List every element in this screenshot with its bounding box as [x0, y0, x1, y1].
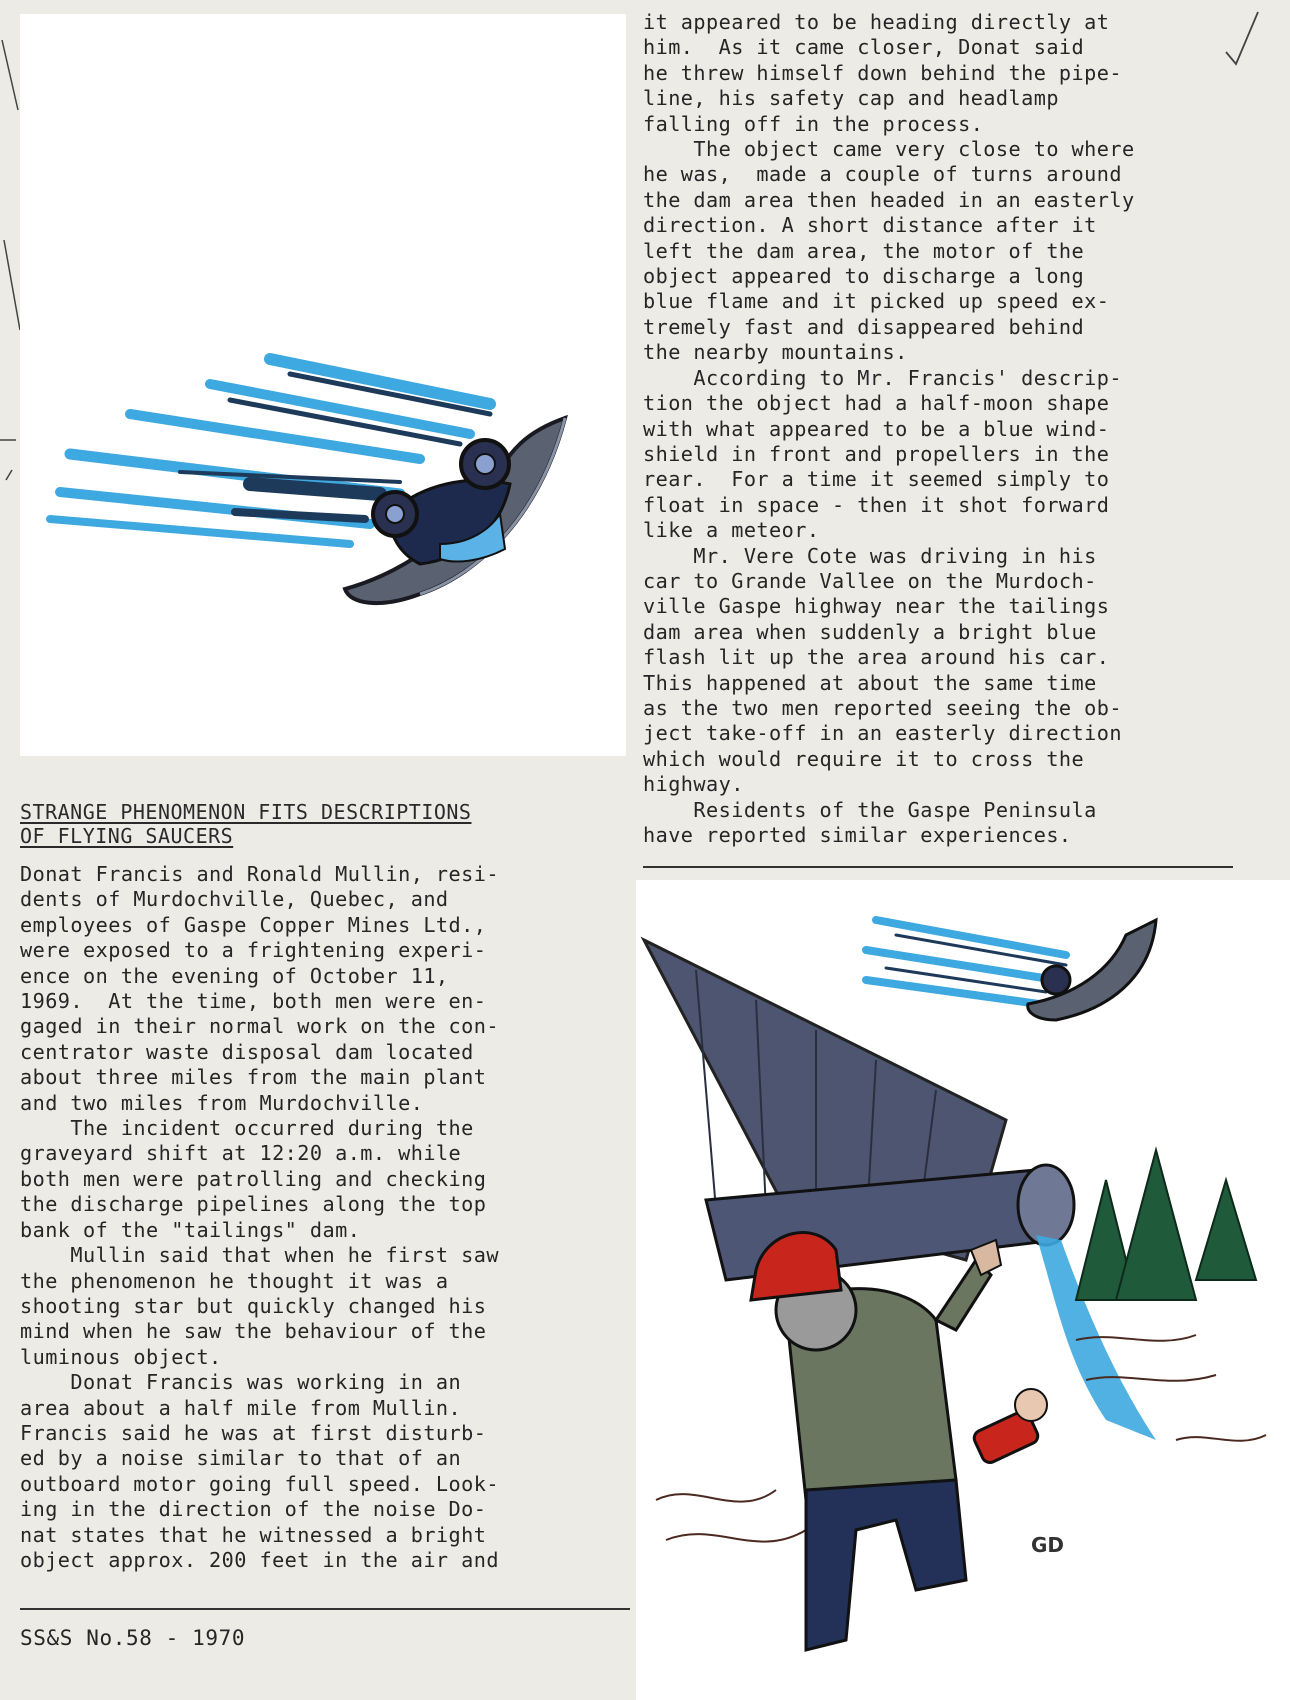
headlamp [972, 1389, 1047, 1465]
issue-footer: SS&S No.58 - 1970 [20, 1626, 246, 1650]
pipeline-scene-drawing [636, 880, 1290, 1700]
man-behind-pipeline-illustration [636, 880, 1290, 1700]
right-column-rule [643, 866, 1233, 868]
man-figure [751, 1233, 1001, 1650]
artist-signature: GD [1031, 1533, 1065, 1557]
article-headline [20, 800, 620, 848]
right-column-text: it appeared to be heading directly at him. As it came closer, Donat said he threw himself down behind the pipe- line, his safety cap and headlamp falling off in the process. The object came very close to where he was, made a couple of turns around the dam area then headed in an easterly direction. A short distance after it left the dam area, the motor of the object appeared to discharge a long blue flame and it picked up speed ex- tremely fast and disappeared behind the nearby mountains. According to Mr. Francis' descrip- tion the object had a half-moon shape with what appeared to be a blue wind- shield in front and propellers in the rear. For a time it seemed simply to float in space - then it shot forward like a meteor. Mr. Vere Cote was driving in his car to Grande Vallee on the Murdoch- ville Gaspe highway near the tailings dam area when suddenly a bright blue flash lit up the area around his car. This happened at about the same time as the two men reported seeing the ob- ject take-off in an easterly direction which would require it to cross the highway. Residents of the Gaspe Peninsula have reported similar experiences. [643, 10, 1135, 847]
small-ufo-streaks [866, 920, 1066, 1005]
headline-line-2: OF FLYING SAUCERS [20, 824, 234, 848]
checkmark-icon [1222, 8, 1262, 68]
saucer-drawing [20, 14, 626, 756]
left-column-text: Donat Francis and Ronald Mullin, resi- dents of Murdochville, Quebec, and employees of Gaspe Copper Mines Ltd., were exposed to a frightening experi- ence on the evening of October 11, 1969. At the time, both men were en- gaged in their normal work on the con- centrator waste disposal dam located about three miles from the main plant and two miles from Murdochville. The incident occurred during the graveyard shift at 12:20 a.m. while both men were patrolling and checking the discharge pipelines along the top bank of the "tailings" dam. Mullin said that when he first saw the phenomenon he thought it was a shooting star but quickly changed his mind when he saw the behaviour of the luminous object. Donat Francis was working in an area about a half mile from Mullin. Francis said he was at first disturb- ed by a noise similar to that of an outboard motor going full speed. Look- ing in the direction of the noise Do- nat states that he witnessed a bright object approx. 200 feet in the air and [20, 862, 499, 1572]
pine-trees [1076, 1150, 1256, 1300]
left-column-rule [20, 1608, 630, 1610]
flying-saucer-illustration [20, 14, 626, 756]
saucer-body [345, 418, 565, 603]
headline-line-1: STRANGE PHENOMENON FITS DESCRIPTIONS [20, 800, 472, 824]
